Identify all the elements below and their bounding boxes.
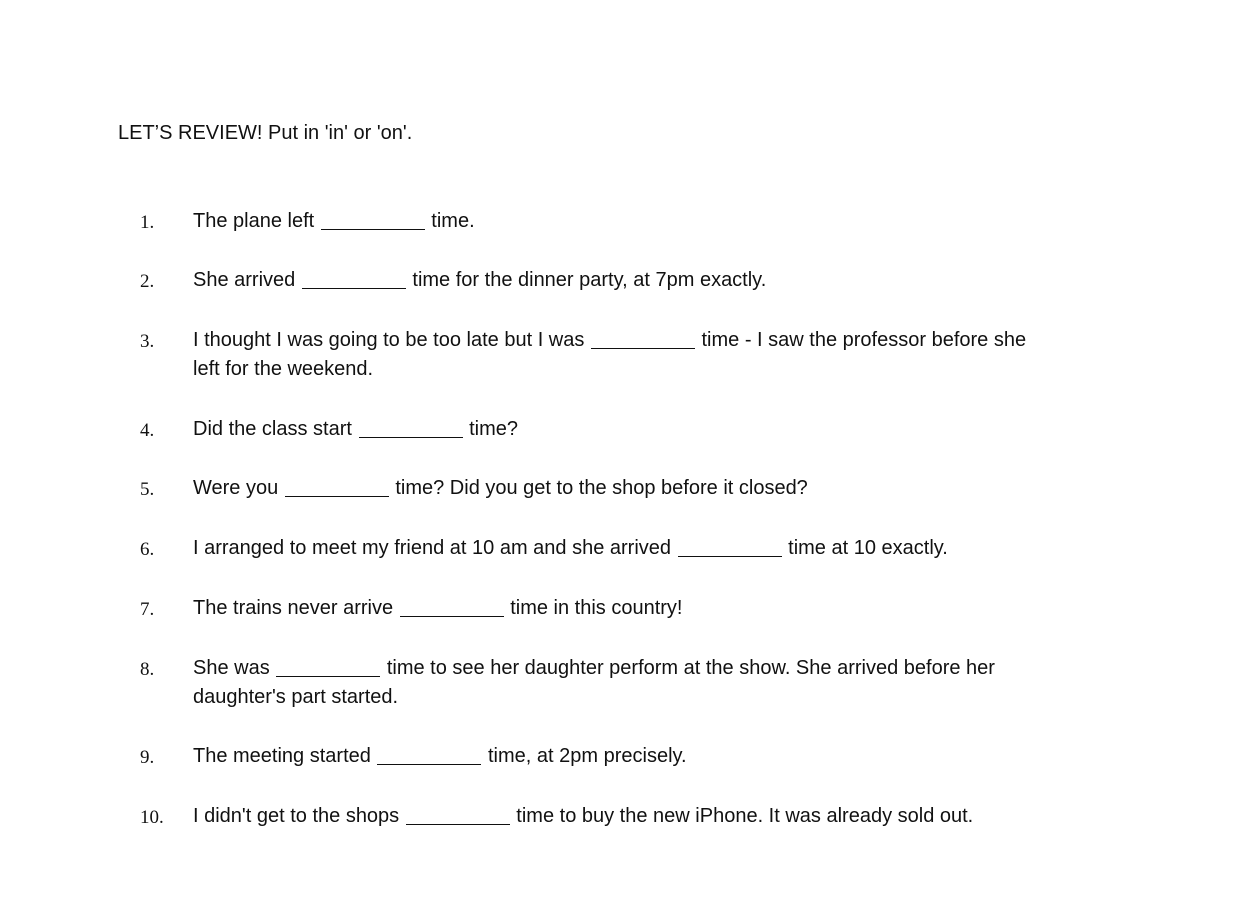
- item-number: 6.: [140, 539, 155, 560]
- sentence-start: The trains never arrive: [193, 597, 399, 619]
- item-number: 5.: [140, 479, 155, 500]
- answer-blank[interactable]: [276, 656, 380, 677]
- worksheet-heading: LET’S REVIEW! Put in 'in' or 'on'.: [118, 122, 413, 144]
- answer-blank[interactable]: [400, 596, 504, 617]
- item-text: [193, 742, 1053, 771]
- item-number: 4.: [140, 420, 155, 441]
- sentence-end: time? Did you get to the shop before it closed?: [389, 477, 808, 499]
- answer-blank[interactable]: [591, 328, 695, 349]
- sentence-end: time - I saw the professor before she left for the weekend.: [193, 329, 1027, 380]
- item-text: [193, 654, 1053, 712]
- item-text: [193, 802, 1053, 831]
- sentence-end: time to see her daughter perform at the show. She arrived before her daughter's part started.: [193, 657, 995, 708]
- answer-blank[interactable]: [321, 209, 425, 230]
- answer-blank[interactable]: [359, 417, 463, 438]
- sentence-end: time.: [425, 210, 475, 232]
- item-number: 3.: [140, 331, 155, 352]
- answer-blank[interactable]: [406, 804, 510, 825]
- sentence-end: time?: [463, 418, 518, 440]
- sentence-start: I arranged to meet my friend at 10 am and she arrived: [193, 537, 677, 559]
- sentence-start: The meeting started: [193, 745, 377, 767]
- item-number: 8.: [140, 659, 155, 680]
- item-number: 1.: [140, 212, 155, 233]
- item-text: [193, 266, 1053, 295]
- sentence-start: Were you: [193, 477, 284, 499]
- item-text: [193, 534, 1053, 563]
- sentence-start: She was: [193, 657, 276, 679]
- sentence-start: I didn't get to the shops: [193, 805, 405, 827]
- item-number: 9.: [140, 747, 155, 768]
- item-text: [193, 474, 1053, 503]
- sentence-start: The plane left: [193, 210, 320, 232]
- item-text: [193, 207, 1053, 236]
- item-text: [193, 415, 1053, 444]
- answer-blank[interactable]: [302, 268, 406, 289]
- sentence-end: time to buy the new iPhone. It was already sold out.: [510, 805, 974, 827]
- item-number: 7.: [140, 599, 155, 620]
- item-number: 10.: [140, 807, 164, 828]
- sentence-start: I thought I was going to be too late but I was: [193, 329, 590, 351]
- item-text: [193, 594, 1053, 623]
- sentence-end: time, at 2pm precisely.: [482, 745, 687, 767]
- sentence-end: time for the dinner party, at 7pm exactly.: [406, 269, 767, 291]
- sentence-end: time in this country!: [504, 597, 683, 619]
- item-number: 2.: [140, 271, 155, 292]
- sentence-end: time at 10 exactly.: [782, 537, 948, 559]
- answer-blank[interactable]: [377, 744, 481, 765]
- answer-blank[interactable]: [678, 536, 782, 557]
- sentence-start: Did the class start: [193, 418, 358, 440]
- sentence-start: She arrived: [193, 269, 301, 291]
- item-text: [193, 326, 1053, 384]
- answer-blank[interactable]: [285, 476, 389, 497]
